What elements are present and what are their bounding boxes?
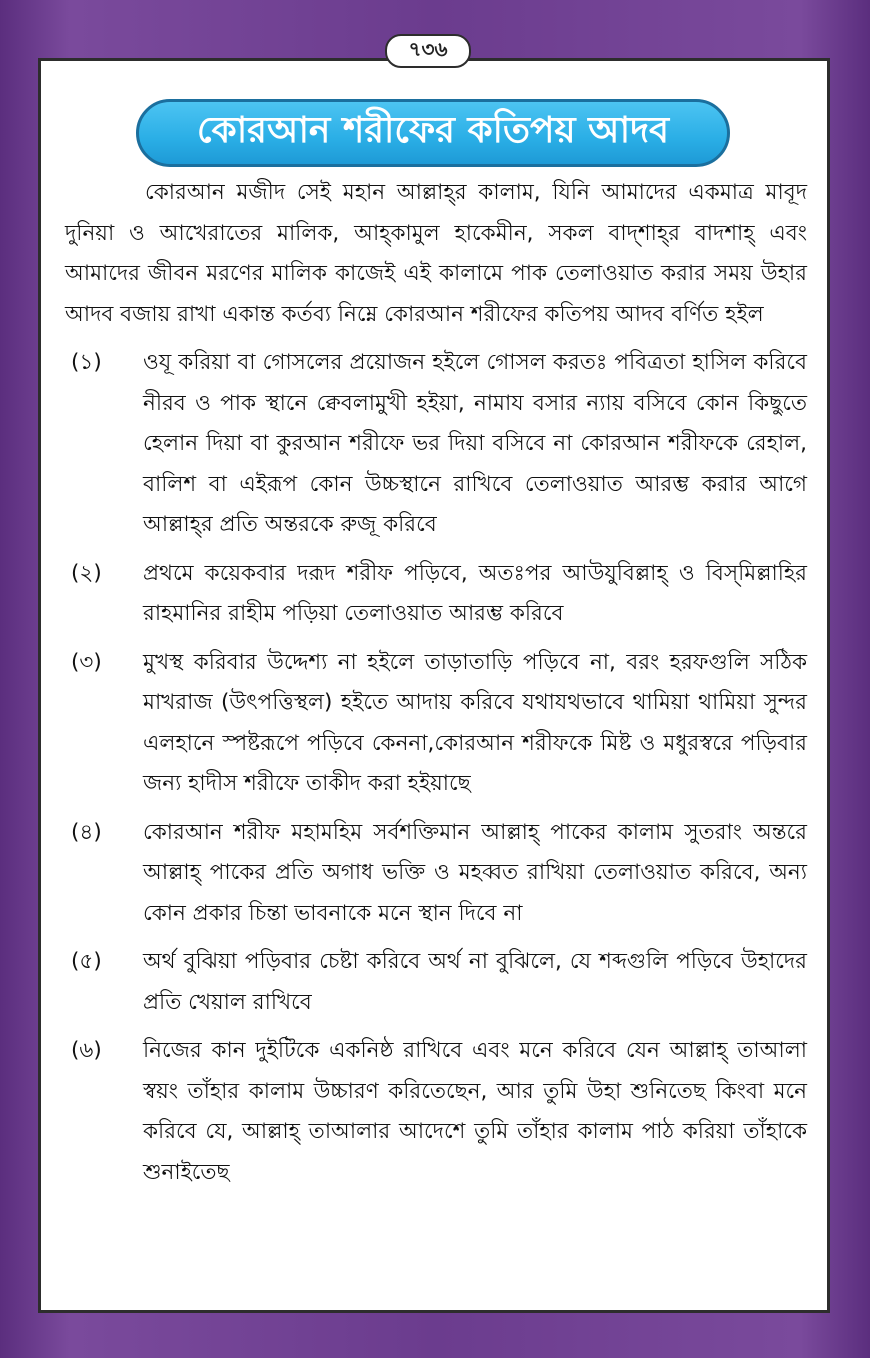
rule-number: (৪) — [71, 819, 102, 845]
rule-text: ওযূ করিয়া বা গোসলের প্রয়োজন হইলে গোসল করতঃ পবিত্রতা হাসিল করিবে নীরব ও পাক স্থানে ক্বেবলামুখী হইয়া, নামায বসার ন্যায় বসিবে কোন কিছুতে হেলান দিয়া বা কুরআন শরীফে ভর দিয়া বসিবে না কোরআন শরীফকে রেহাল, বালিশ বা এইরূপ কোন উচ্চস্থানে রাখিবে তেলাওয়াত আরম্ভ করার আগে আল্লাহ্‌র প্রতি অন্তরকে রুজূ করিবে — [143, 350, 807, 537]
rule-item — [65, 643, 807, 805]
rule-text: প্রথমে কয়েকবার দরূদ শরীফ পড়িবে, অতঃপর আউযুবিল্লাহ্‌ ও বিস্‌মিল্লাহির রাহমানির রাহীম পড়িয়া তেলাওয়াত আরম্ভ করিবে — [143, 560, 807, 626]
rule-text: নিজের কান দুইটিকে একনিষ্ঠ রাখিবে এবং মনে করিবে যেন আল্লাহ্‌ তাআলা স্বয়ং তাঁহার কালাম উচ্চারণ করিতেছেন, আর তুমি উহা শুনিতেছ কিংবা মনে করিবে যে, আল্লাহ্‌ তাআলার আদেশে তুমি তাঁহার কালাম পাঠ করিয়া তাঁহাকে শুনাইতেছ — [143, 1038, 807, 1185]
rule-item — [65, 813, 807, 935]
page — [38, 58, 830, 1313]
rule-text: মুখস্থ করিবার উদ্দেশ্য না হইলে তাড়াতাড়ি পড়িবে না, বরং হরফগুলি সঠিক মাখরাজ (উৎপত্তিস্থল) হইতে আদায় করিবে যথাযথভাবে থামিয়া থামিয়া সুন্দর এলহানে স্পষ্টরূপে পড়িবে কেননা,কোরআন শরীফকে মিষ্ট ও মধুরস্বরে পড়িবার জন্য হাদীস শরীফে তাকীদ করা হইয়াছে — [143, 649, 807, 796]
rule-number: (১) — [71, 350, 102, 375]
page-number: ৭৩৬ — [385, 34, 471, 68]
rule-text: অর্থ বুঝিয়া পড়িবার চেষ্টা করিবে অর্থ না বুঝিলে, যে শব্দগুলি পড়িবে উহাদের প্রতি খেয়াল রাখিবে — [143, 949, 807, 1015]
rule-item — [65, 942, 807, 1023]
rule-item — [65, 554, 807, 635]
rule-number: (৬) — [71, 1038, 102, 1063]
rule-item — [65, 343, 807, 546]
page-title: কোরআন শরীফের কতিপয় আদব — [136, 99, 730, 167]
rule-number: (৩) — [71, 649, 102, 675]
rule-number: (৫) — [71, 949, 102, 974]
rule-number: (২) — [71, 560, 102, 586]
rule-text: কোরআন শরীফ মহামহিম সর্বশক্তিমান আল্লাহ্‌ পাকের কালাম সুতরাং অন্তরে আল্লাহ্‌ পাকের প্রতি অগাধ ভক্তি ও মহব্বত রাখিয়া তেলাওয়াত করিবে, অন্য কোন প্রকার চিন্তা ভাবনাকে মনে স্থান দিবে না — [143, 819, 807, 926]
content — [65, 173, 807, 1201]
intro-paragraph: কোরআন মজীদ সেই মহান আল্লাহ্‌র কালাম, যিনি আমাদের একমাত্র মাবূদ দুনিয়া ও আখেরাতের মালিক, আহ্‌কামুল হাকেমীন, সকল বাদ্‌শাহ্‌র বাদশাহ্‌ এবং আমাদের জীবন মরণের মালিক কাজেই এই কালামে পাক তেলাওয়াত করার সময় উহার আদব বজায় রাখা একান্ত কর্তব্য নিম্নে কোরআন শরীফের কতিপয় আদব বর্ণিত হইল — [65, 180, 807, 327]
rule-item — [65, 1031, 807, 1193]
